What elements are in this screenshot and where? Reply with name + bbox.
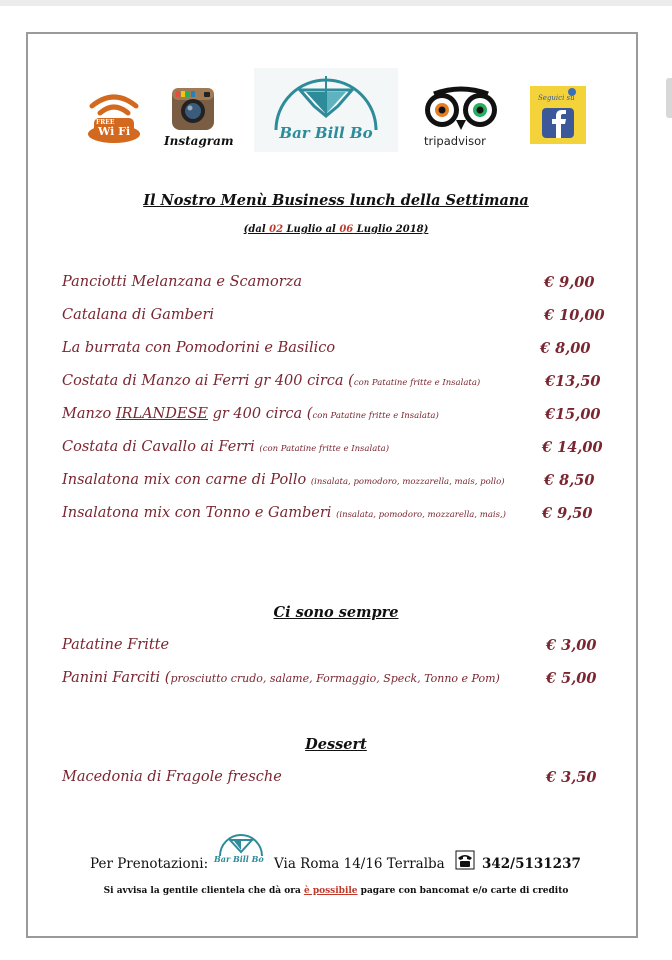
menu-item [62,769,622,793]
item-name: Manzo IRLANDESE gr 400 circa (con Patatine fritte e Insalata) [62,406,439,422]
item-name: Panini Farciti (prosciutto crudo, salame, Formaggio, Speck, Tonno e Pom) [62,670,500,686]
notice-text-end: pagare con bancomat e/o carte di credito [357,886,569,896]
item-price: € 14,00 [542,439,603,456]
item-price: € 8,00 [540,340,591,357]
address: Via Roma 14/16 Terralba [274,856,445,872]
wifi-icon [84,88,144,148]
facebook-icon [530,86,586,144]
instagram-label: Instagram [164,134,234,148]
bar-bill-bo-logo [254,68,398,152]
menu-item [62,373,622,397]
item-name: Panciotti Melanzana e Scamorza [62,274,302,290]
tripadvisor-icon [418,84,504,152]
notice-highlight: è possibile [303,886,358,896]
date-end-day: 06 [339,224,354,235]
item-price: €15,00 [545,406,601,423]
booking-footer [0,848,672,878]
section-title-always: Ci sono sempre [273,604,399,621]
menu-item [62,670,622,694]
item-price: € 9,00 [544,274,595,291]
item-name: Patatine Fritte [62,637,170,653]
phone-number: 342/5131237 [482,856,581,872]
mini-brand-name: Bar Bill Bo [214,854,264,864]
item-price: € 9,50 [542,505,593,522]
menu-date-range [0,224,672,235]
brand-name: Bar Bill Bo [279,124,373,142]
item-price: €13,50 [545,373,601,390]
menu-item [62,505,622,529]
top-bar [0,0,672,6]
menu-item [62,439,622,463]
item-name: Costata di Cavallo ai Ferri (con Patatine fritte e Insalata) [62,439,390,455]
item-name: La burrata con Pomodorini e Basilico [62,340,336,356]
item-price: € 3,00 [546,637,597,654]
tripadvisor-label: tripadvisor [424,134,486,148]
menu-item [62,406,622,430]
item-name: Catalana di Gamberi [62,307,215,323]
booking-label: Per Prenotazioni: [90,856,209,872]
item-price: € 8,50 [544,472,595,489]
item-price: € 10,00 [544,307,605,324]
item-name: Macedonia di Fragole fresche [62,769,282,785]
menu-item [62,307,622,331]
section-title-dessert: Dessert [305,736,367,753]
notice-text: Si avvisa la gentile clientela che dà ora [103,886,304,896]
date-start-day: 02 [269,224,284,235]
telephone-icon [455,850,475,870]
logo-row [0,64,672,159]
menu-title: Il Nostro Menù Business lunch della Settimana [143,192,529,209]
wifi-badge: FREE [96,119,115,126]
menu-item [62,472,622,496]
wifi-label: Wi Fi [98,125,131,138]
mini-brand-logo [212,834,270,870]
date-middle: Luglio al [283,224,340,235]
menu-item [62,637,622,661]
instagram-icon [162,86,234,156]
item-name: Costata di Manzo ai Ferri gr 400 circa (con Patatine fritte e Insalata) [62,373,481,389]
date-prefix: (dal [243,224,270,235]
item-name: Insalatona mix con Tonno e Gamberi (insalata, pomodoro, mozzarella, mais,) [62,505,506,521]
facebook-note: Seguici su [538,94,575,102]
item-name: Insalatona mix con carne di Pollo (insalata, pomodoro, mozzarella, mais, pollo) [62,472,505,488]
item-price: € 3,50 [546,769,597,786]
payment-notice [0,886,672,896]
menu-item [62,274,622,298]
date-suffix: Luglio 2018) [353,224,429,235]
item-price: € 5,00 [546,670,597,687]
menu-item [62,340,622,364]
